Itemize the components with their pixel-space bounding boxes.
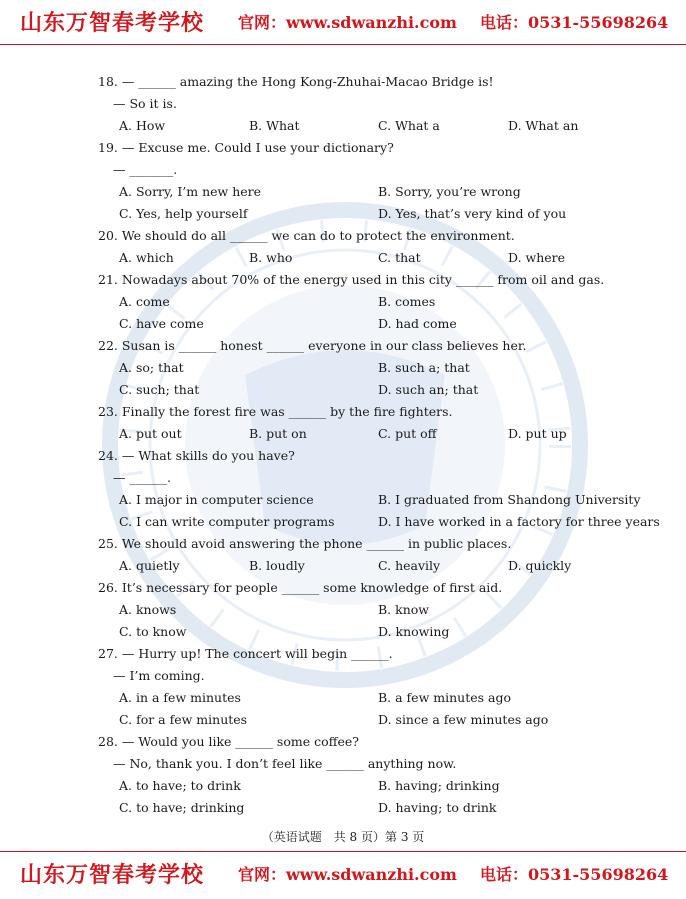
option-c: C. have come	[119, 316, 204, 331]
option-d: D. having; to drink	[378, 800, 497, 815]
option-a: A. I major in computer science	[119, 492, 314, 507]
option-a: A. knows	[119, 602, 177, 617]
option-d: D. What an	[508, 118, 579, 133]
option-b: B. What	[249, 118, 300, 133]
website-link[interactable]: 官网：www.sdwanzhi.com	[238, 865, 457, 884]
option-c: C. What a	[378, 118, 440, 133]
phone-number: 电话：0531-55698264	[480, 13, 669, 32]
option-c: C. Yes, help yourself	[119, 206, 248, 221]
school-name: 山东万智春考学校	[20, 10, 205, 36]
option-c: C. to know	[119, 624, 187, 639]
option-d: D. where	[508, 250, 566, 265]
option-c: C. that	[378, 250, 421, 265]
option-c: C. such; that	[119, 382, 200, 397]
option-a: A. come	[119, 294, 170, 309]
option-d: D. put up	[508, 426, 567, 441]
question-stem: 18. — ______ amazing the Hong Kong-Zhuhai-Macao Bridge is!	[98, 74, 494, 89]
option-a: A. put out	[119, 426, 182, 441]
option-d: D. had come	[378, 316, 457, 331]
option-b: B. having; drinking	[378, 778, 500, 793]
option-b: B. comes	[378, 294, 436, 309]
option-d: D. knowing	[378, 624, 450, 639]
question-stem: 26. It’s necessary for people ______ some knowledge of first aid.	[98, 580, 503, 595]
question-stem: 19. — Excuse me. Could I use your dictionary?	[98, 140, 394, 155]
question-stem: 21. Nowadays about 70% of the energy used in this city ______ from oil and gas.	[98, 272, 605, 287]
question-stem: 25. We should avoid answering the phone ______ in public places.	[98, 536, 512, 551]
option-d: D. quickly	[508, 558, 572, 573]
question-reply: — ______.	[113, 470, 171, 485]
question-reply: — So it is.	[113, 96, 177, 111]
question-reply: — _______.	[113, 162, 178, 177]
phone-number: 电话：0531-55698264	[480, 865, 669, 884]
question-stem: 24. — What skills do you have?	[98, 448, 295, 463]
question-reply: — No, thank you. I don’t feel like ______ anything now.	[113, 756, 457, 771]
option-c: C. I can write computer programs	[119, 514, 335, 529]
option-a: A. quietly	[119, 558, 180, 573]
option-d: D. Yes, that’s very kind of you	[378, 206, 567, 221]
option-a: A. in a few minutes	[119, 690, 241, 705]
option-b: B. a few minutes ago	[378, 690, 511, 705]
option-c: C. put off	[378, 426, 437, 441]
option-b: B. Sorry, you’re wrong	[378, 184, 521, 199]
option-d: D. such an; that	[378, 382, 479, 397]
option-b: B. such a; that	[378, 360, 470, 375]
option-c: C. to have; drinking	[119, 800, 245, 815]
question-stem: 23. Finally the forest fire was ______ by the fire fighters.	[98, 404, 453, 419]
option-d: D. since a few minutes ago	[378, 712, 549, 727]
option-b: B. know	[378, 602, 429, 617]
page-footer: （英语试题 共 8 页）第 3 页	[261, 830, 425, 844]
option-b: B. who	[249, 250, 293, 265]
option-a: A. Sorry, I’m new here	[119, 184, 262, 199]
option-d: D. I have worked in a factory for three years	[378, 514, 660, 529]
option-b: B. I graduated from Shandong University	[378, 492, 641, 507]
website-link[interactable]: 官网：www.sdwanzhi.com	[238, 13, 457, 32]
option-b: B. put on	[249, 426, 307, 441]
question-stem: 28. — Would you like ______ some coffee?	[98, 734, 359, 749]
option-a: A. How	[119, 118, 166, 133]
question-stem: 27. — Hurry up! The concert will begin ______.	[98, 646, 393, 661]
option-c: C. for a few minutes	[119, 712, 248, 727]
option-a: A. so; that	[119, 360, 184, 375]
question-stem: 20. We should do all ______ we can do to protect the environment.	[98, 228, 515, 243]
option-c: C. heavily	[378, 558, 441, 573]
option-a: A. which	[119, 250, 174, 265]
question-reply: — I’m coming.	[113, 668, 205, 683]
bottom-banner	[0, 852, 686, 896]
question-stem: 22. Susan is ______ honest ______ everyone in our class believes her.	[98, 338, 527, 353]
option-a: A. to have; to drink	[119, 778, 241, 793]
option-b: B. loudly	[249, 558, 305, 573]
school-name: 山东万智春考学校	[20, 862, 205, 888]
